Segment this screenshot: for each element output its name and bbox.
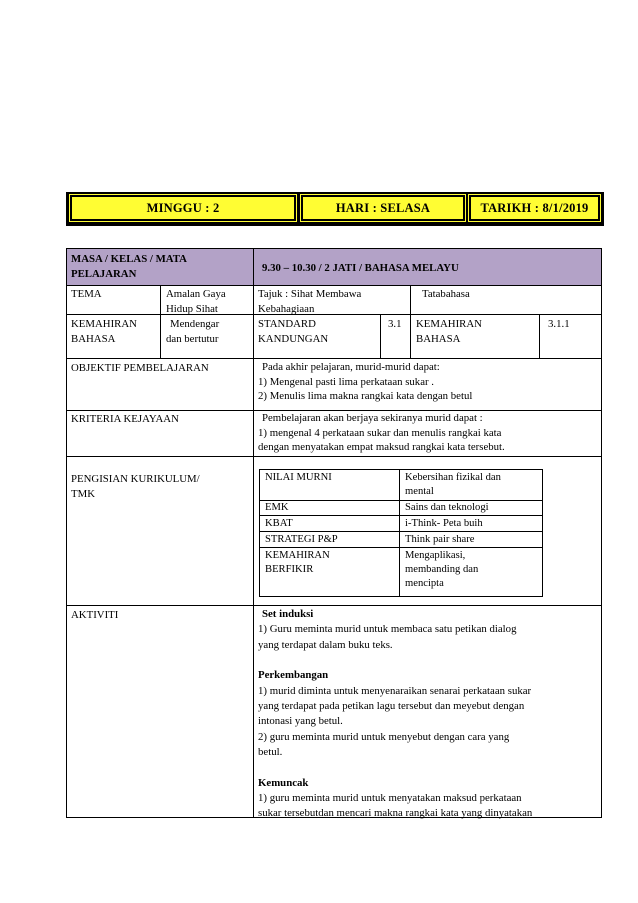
kemahiran-bahasa-value: Mendengar dan bertutur <box>166 318 220 345</box>
tema-value: Amalan Gaya Hidup Sihat <box>166 288 226 315</box>
strategi-value: Think pair share <box>405 534 475 545</box>
pengisian-label: PENGISIAN KURIKULUM/ TMK <box>71 473 200 500</box>
standard-kandungan-label: STANDARD KANDUNGAN <box>258 318 329 345</box>
kemahiran-bahasa-label: KEMAHIRAN BAHASA <box>71 318 137 345</box>
kriteria-text: Pembelajaran akan berjaya sekiranya murid dapat : 1) mengenal 4 perkataan sukar dan menulis rangkai kata dengan menyatakan empat maksud rangkai kata tersebut. <box>258 412 505 454</box>
minggu-label: MINGGU : 2 <box>72 197 294 219</box>
kbat-value: i-Think- Peta buih <box>405 518 483 529</box>
emk-label: EMK <box>265 502 289 513</box>
perkembangan-heading: Perkembangan <box>258 669 329 682</box>
kemahiran-bahasa-2-number: 3.1.1 <box>548 318 570 330</box>
aktiviti-label: AKTIVITI <box>71 609 119 621</box>
lesson-plan-table <box>66 248 602 818</box>
tajuk-value: Tajuk : Sihat Membawa Kebahagiaan <box>258 288 362 315</box>
standard-kandungan-number: 3.1 <box>388 318 402 330</box>
nilai-murni-label: NILAI MURNI <box>265 472 332 483</box>
set-induksi-heading: Set induksi <box>262 608 314 620</box>
tarikh-label: TARIKH : 8/1/2019 <box>471 197 598 219</box>
nilai-murni-value: Kebersihan fizikal dan mental <box>405 472 501 498</box>
kbat-label: KBAT <box>265 518 293 529</box>
kriteria-label: KRITERIA KEJAYAAN <box>71 413 179 425</box>
emk-value: Sains dan teknologi <box>405 502 489 513</box>
masa-kelas-label: MASA / KELAS / MATA PELAJARAN <box>71 253 187 280</box>
hari-label: HARI : SELASA <box>303 197 463 219</box>
aktiviti-text: Set induksi 1) Guru meminta murid untuk membaca satu petikan dialog yang terdapat dalam buku teks. Perkembangan 1) murid diminta untuk menyenaraikan senarai perkataan sukar yang terdapat pada petikan lagu tersebut dan meyebut dengan intonasi yang betul. 2) guru meminta murid untuk menyebut dengan cara yang betul. Kemuncak 1) guru meminta murid untuk menyatakan maksud perkataan sukar tersebutdan mencari makna rangkai kata yang dinyatakan <box>254 606 600 823</box>
objektif-label: OBJEKTIF PEMBELAJARAN <box>71 362 209 374</box>
kemahiran-berfikir-label: KEMAHIRAN BERFIKIR <box>265 550 330 576</box>
objektif-text: Pada akhir pelajaran, murid-murid dapat: 1) Mengenal pasti lima perkataan sukar . 2) Menulis lima makna rangkai kata dengan betul <box>258 361 473 403</box>
kemahiran-berfikir-value: Mengaplikasi, membanding dan mencipta <box>405 550 479 590</box>
strategi-label: STRATEGI P&P <box>265 534 338 545</box>
header-bar <box>66 192 604 226</box>
kemahiran-bahasa-2-label: KEMAHIRAN BAHASA <box>416 318 482 345</box>
tema-label: TEMA <box>71 288 102 300</box>
pengisian-nested-table <box>259 469 543 597</box>
tatabahasa-value: Tatabahasa <box>422 288 470 300</box>
masa-kelas-value: 9.30 – 10.30 / 2 JATI / BAHASA MELAYU <box>262 262 459 274</box>
kemuncak-heading: Kemuncak <box>258 776 309 789</box>
